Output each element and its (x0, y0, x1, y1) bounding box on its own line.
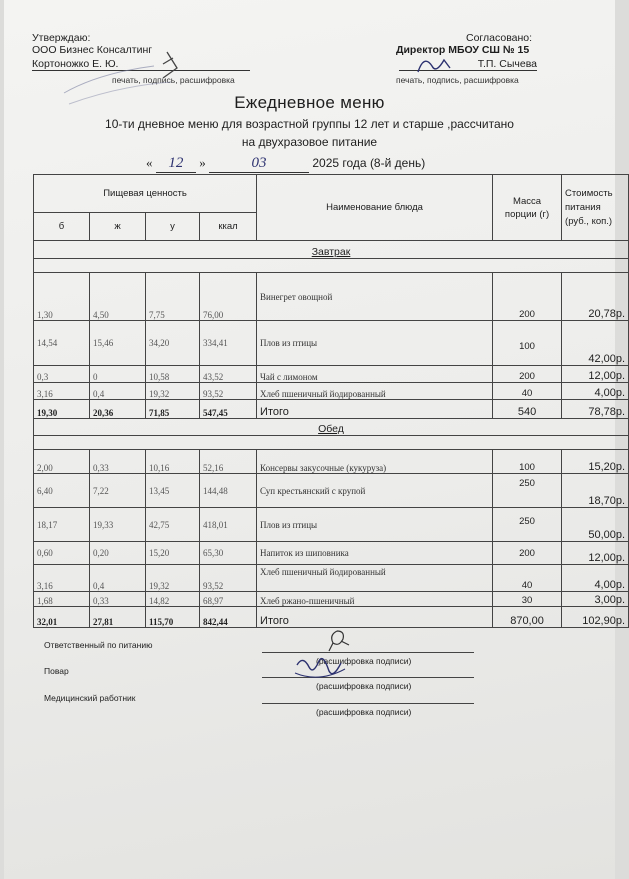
medic-label: Медицинский работник (44, 693, 136, 703)
fat-header: ж (90, 213, 146, 241)
table-row: 2,00 0,33 10,16 52,16 Консервы закусочные (кукуруза) 100 15,20р. (34, 450, 629, 474)
table-row: 6,40 7,22 13,45 144,48 Суп крестьянский с крупой 250 18,70р. (34, 474, 629, 508)
approver-name: Кортоножко Е. Ю. (32, 58, 250, 71)
table-row: 3,16 0,4 19,32 93,52 Хлеб пшеничный йодированный 40 4,00р. (34, 383, 629, 400)
breakfast-section: Завтрак (34, 241, 629, 259)
subtitle-line2: на двухразовое питание (241, 135, 378, 149)
menu-document (4, 0, 626, 879)
menu-table (33, 174, 629, 628)
carb-header: у (146, 213, 200, 241)
cook-label: Повар (44, 666, 69, 676)
table-row: 3,16 0,4 19,32 93,52 Хлеб пшеничный йодированный 40 4,00р. (34, 565, 629, 592)
lunch-section: Обед (34, 419, 629, 436)
medic-sign-line (262, 703, 474, 704)
table-row: 0,60 0,20 15,20 65,30 Напиток из шиповника 200 12,00р. (34, 542, 629, 565)
kcal-header: ккал (200, 213, 257, 241)
table-row: 18,17 19,33 42,75 418,01 Плов из птицы 250 50,00р. (34, 508, 629, 542)
approve-label: Утверждаю: (32, 32, 91, 44)
agreed-name: Т.П. Сычева (399, 58, 537, 71)
table-row: 14,54 15,46 34,20 334,41 Плов из птицы 100 42,00р. (34, 321, 629, 366)
cook-decode: (расшифровка подписи) (316, 681, 412, 691)
agreed-position: Директор МБОУ СШ № 15 (396, 44, 530, 56)
approver-org: ООО Бизнес Консалтинг (32, 44, 153, 56)
subtitle-line1: 10-ти дневное меню для возрастной группы 12 лет и старше ,рассчитано (105, 117, 514, 131)
table-row: 1,68 0,33 14,82 68,97 Хлеб ржано-пшеничный 30 3,00р. (34, 592, 629, 607)
dish-header: Наименование блюда (257, 175, 493, 241)
page-title: Ежедневное меню (234, 93, 385, 112)
date-line: « 12 » 03 2025 года (8-й день) (146, 155, 426, 171)
lunch-total-row: 32,01 27,81 115,70 842,44 Итого 870,00 102,90р. (34, 607, 629, 628)
director-signature (414, 50, 454, 80)
responsible-decode: (расшифровка подписи) (316, 656, 412, 666)
mass-header: Масса порции (г) (493, 175, 562, 241)
date-month: 03 (209, 155, 309, 173)
date-year: 2025 года (8-й день) (312, 156, 426, 170)
handwritten-signatures (289, 625, 359, 695)
spacer-row (34, 436, 629, 450)
date-day: 12 (156, 155, 196, 173)
responsible-label: Ответственный по питанию (44, 640, 153, 650)
table-row: 0,3 0 10,58 43,52 Чай с лимоном 200 12,00р. (34, 366, 629, 383)
medic-decode: (расшифровка подписи) (316, 707, 412, 717)
spacer-row (34, 259, 629, 273)
protein-header: б (34, 213, 90, 241)
cost-header: Стоимость питания (руб., коп.) (562, 175, 629, 241)
table-row: 1,30 4,50 7,75 76,00 Винегрет овощной 200 20,78р. (34, 273, 629, 321)
agreed-caption: печать, подпись, расшифровка (396, 75, 519, 85)
breakfast-total-row: 19,30 20,36 71,85 547,45 Итого 540 78,78р. (34, 400, 629, 419)
agreed-label: Согласовано: (466, 32, 533, 44)
nutrition-header: Пищевая ценность (34, 175, 257, 213)
approver-caption: печать, подпись, расшифровка (112, 75, 235, 85)
